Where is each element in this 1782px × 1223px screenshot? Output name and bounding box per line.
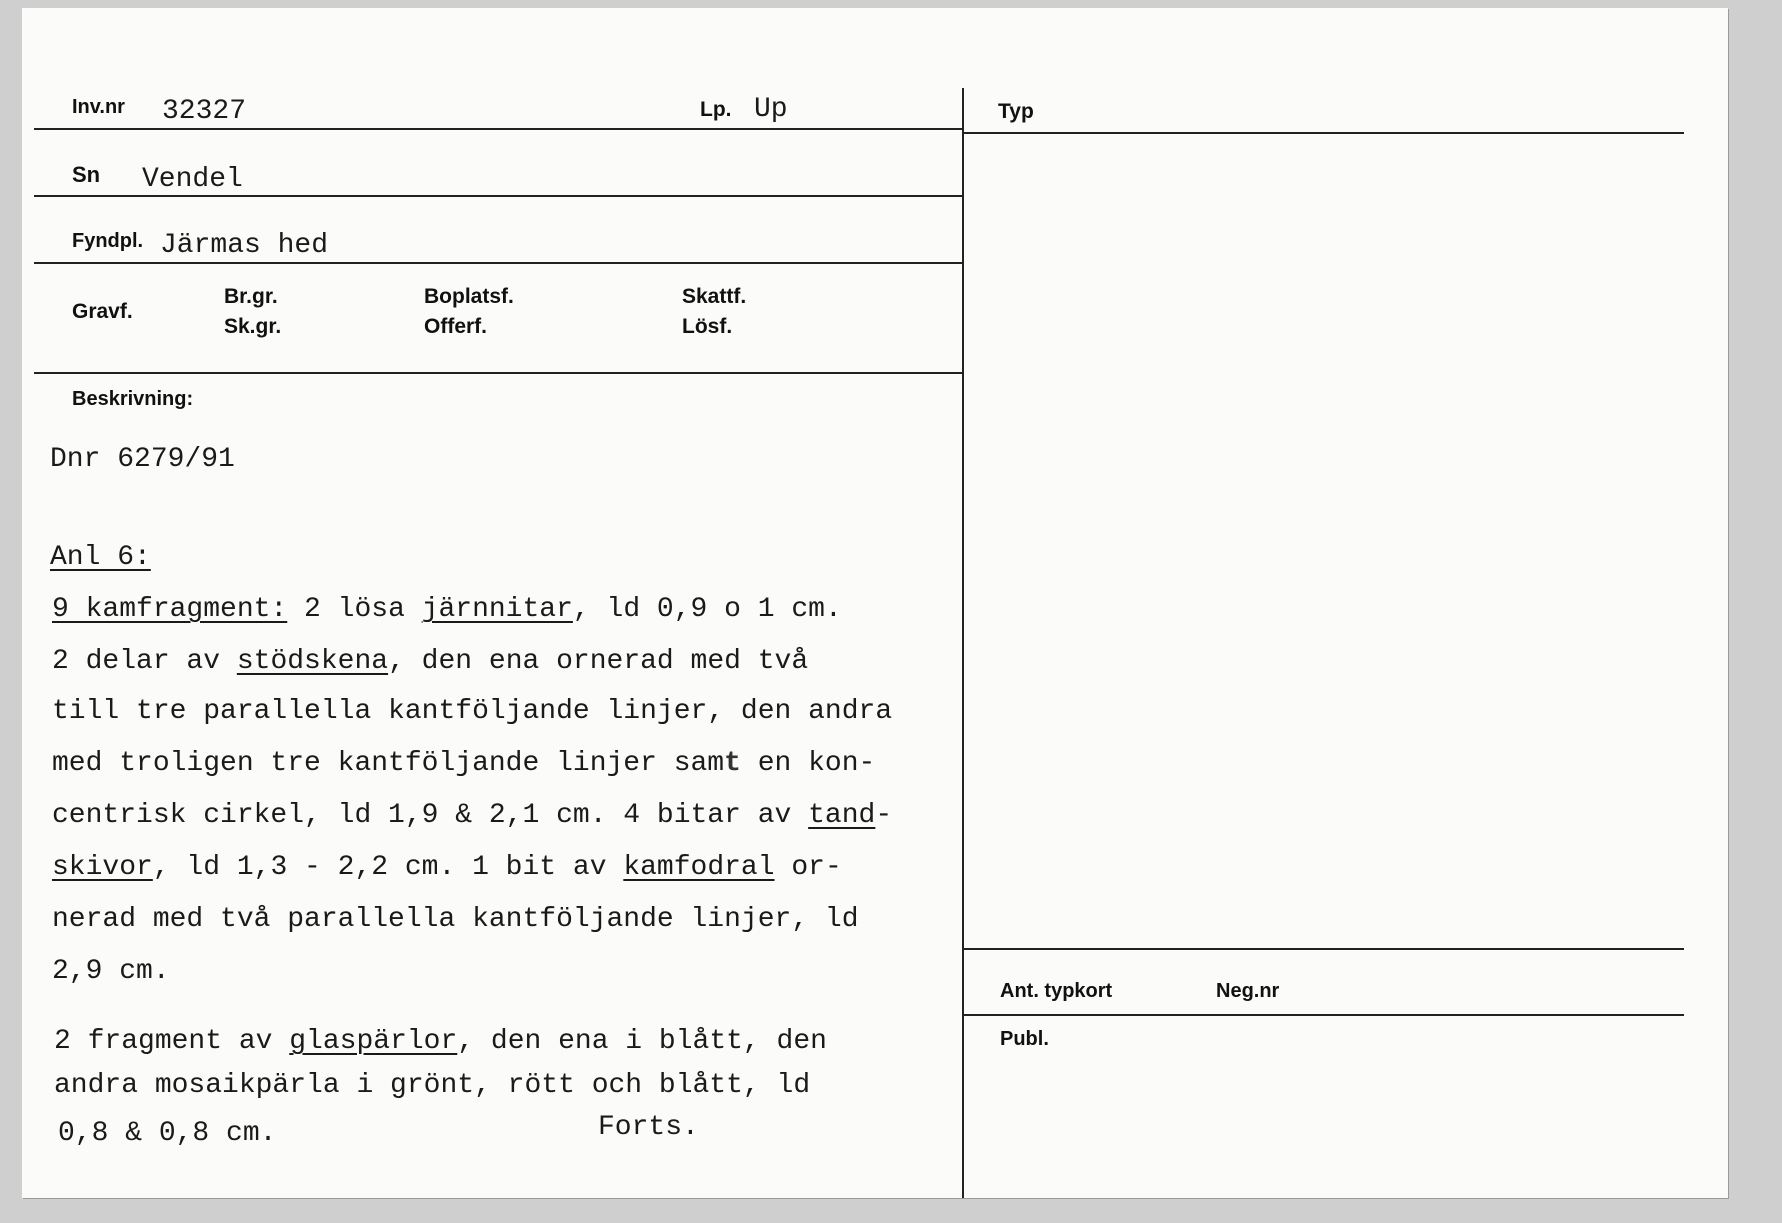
lp-value: Up bbox=[754, 94, 788, 125]
inv-value: 32327 bbox=[162, 96, 247, 127]
rule-inv bbox=[34, 128, 962, 130]
skgr-label: Sk.gr. bbox=[224, 315, 282, 338]
losf-label: Lösf. bbox=[682, 315, 733, 338]
typ-label: Typ bbox=[998, 100, 1034, 123]
column-divider bbox=[962, 88, 964, 1198]
desc-line-1: 9 kamfragment: 2 lösa järnnitar, ld 0,9 o 1 cm. bbox=[52, 594, 842, 625]
neg-nr-label: Neg.nr bbox=[1216, 980, 1280, 1002]
fyndpl-label: Fyndpl. bbox=[72, 230, 144, 252]
rule-typkort bbox=[964, 1014, 1684, 1016]
rule-gravf bbox=[34, 372, 962, 374]
rule-sn bbox=[34, 195, 962, 197]
brgr-label: Br.gr. bbox=[224, 285, 278, 308]
anl-heading: Anl 6: bbox=[50, 542, 151, 573]
rule-typ bbox=[964, 132, 1684, 134]
handwritten-correction: t bbox=[724, 748, 741, 779]
inv-label: Inv.nr bbox=[72, 96, 125, 118]
desc-line-3: till tre parallella kantföljande linjer, den andra bbox=[52, 696, 893, 727]
desc-para2-line-2: andra mosaikpärla i grönt, rött och blått, ld bbox=[54, 1070, 811, 1101]
rule-fyndpl bbox=[34, 262, 962, 264]
publ-label: Publ. bbox=[1000, 1028, 1049, 1050]
desc-line-5: centrisk cirkel, ld 1,9 & 2,1 cm. 4 bitar av tand- bbox=[52, 800, 893, 831]
desc-line-8: 2,9 cm. bbox=[52, 956, 170, 987]
lp-label: Lp. bbox=[700, 98, 732, 121]
skattf-label: Skattf. bbox=[682, 285, 747, 308]
dnr-text: Dnr 6279/91 bbox=[50, 444, 235, 475]
catalog-card bbox=[22, 8, 1728, 1198]
desc-para2-line-3: 0,8 & 0,8 cm. bbox=[58, 1118, 277, 1149]
desc-line-7: nerad med två parallella kantföljande linjer, ld bbox=[52, 904, 859, 935]
offerf-label: Offerf. bbox=[424, 315, 487, 338]
desc-line-4: med troligen tre kantföljande linjer samt en kon- bbox=[52, 748, 876, 779]
desc-line-6: skivor, ld 1,3 - 2,2 cm. 1 bit av kamfodral or- bbox=[52, 852, 842, 883]
ant-typkort-label: Ant. typkort bbox=[1000, 980, 1113, 1002]
sn-value: Vendel bbox=[142, 164, 243, 195]
rule-right-lower bbox=[964, 948, 1684, 950]
desc-para2-line-1: 2 fragment av glaspärlor, den ena i blått, den bbox=[54, 1026, 827, 1057]
fyndpl-value: Järmas hed bbox=[160, 230, 329, 261]
forts-text: Forts. bbox=[598, 1112, 699, 1143]
desc-line-2: 2 delar av stödskena, den ena ornerad med två bbox=[52, 646, 809, 677]
beskrivning-label: Beskrivning: bbox=[72, 388, 194, 410]
boplatsf-label: Boplatsf. bbox=[424, 285, 514, 308]
sn-label: Sn bbox=[72, 162, 101, 187]
gravf-label: Gravf. bbox=[72, 300, 133, 323]
